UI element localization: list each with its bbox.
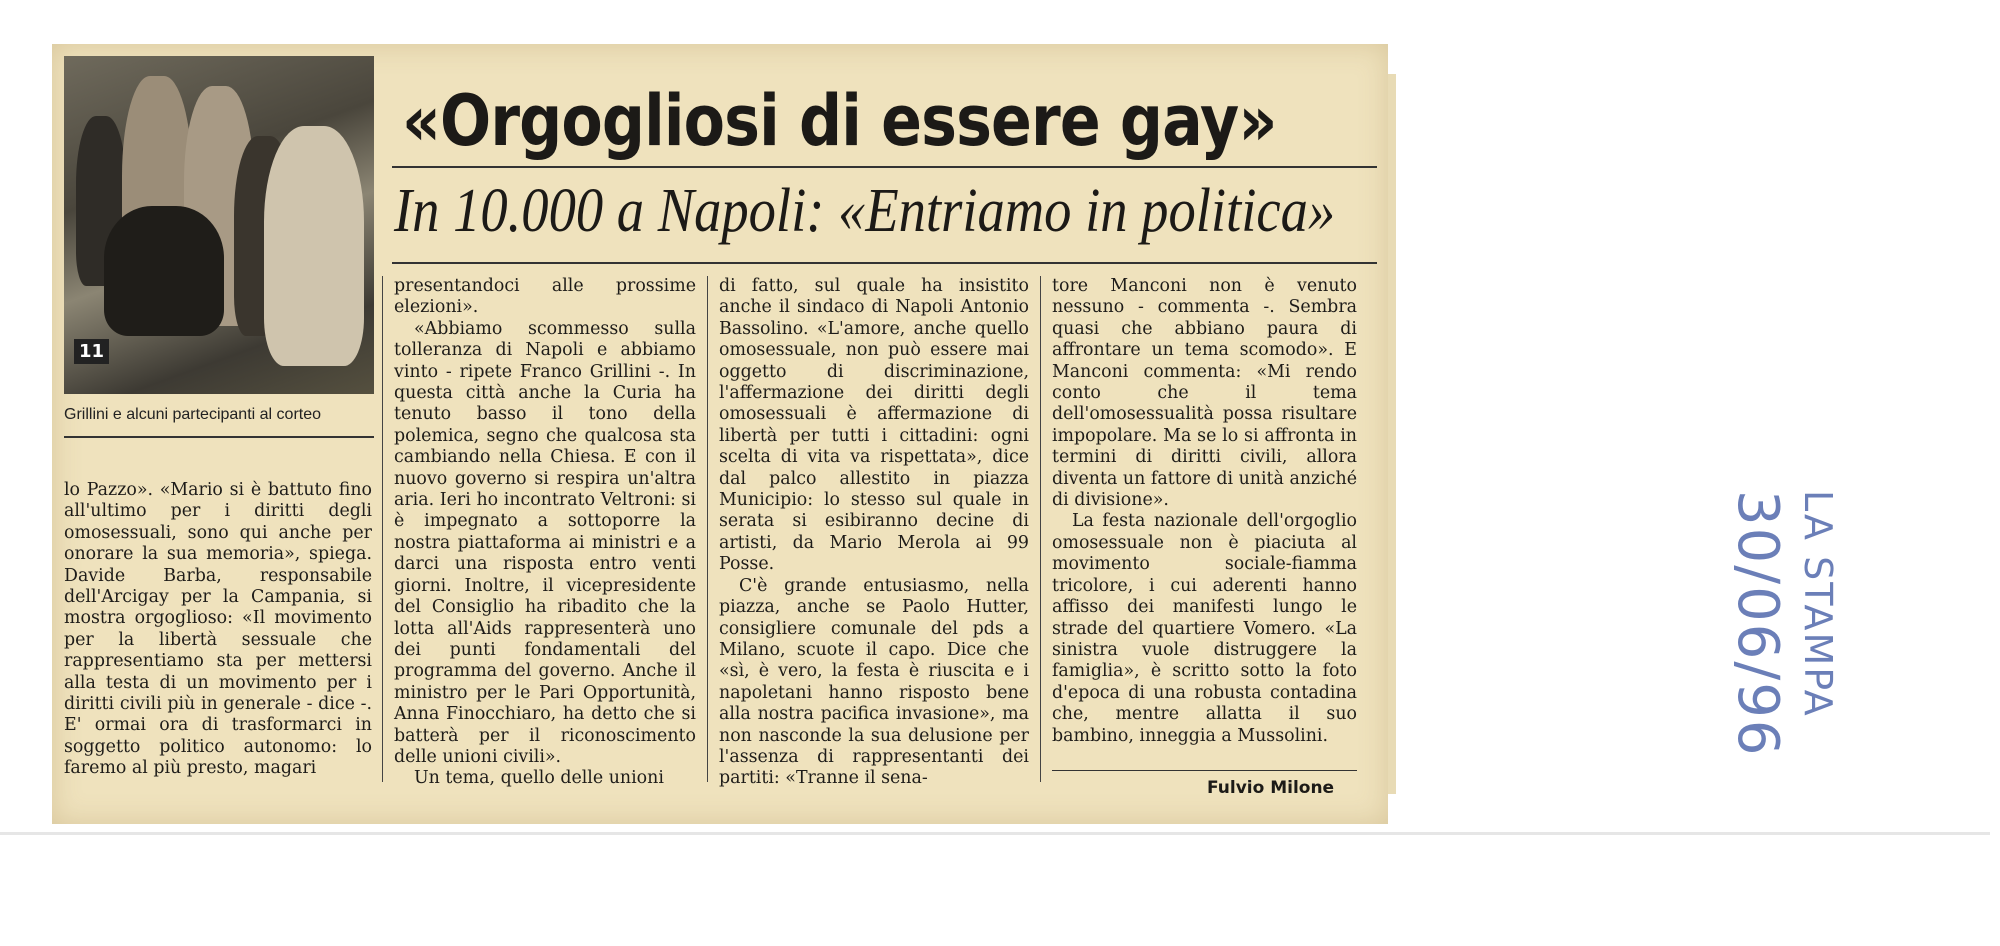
article-subtitle: In 10.000 a Napoli: «Entriamo in politica» bbox=[394, 177, 1336, 245]
paragraph: tore Manconi non è venuto nessuno - commenta -. Sembra quasi che abbiano paura di affrontare un tema scomodo». E Manconi commenta: «Mi rendo conto che il tema dell'omosessualità possa risultare impopolare. Ma se lo si affronta in termini di diritti civili, allora diventa un fattore di unità anziché di divisione». bbox=[1052, 276, 1357, 511]
article-photo bbox=[64, 56, 374, 394]
subtitle-divider bbox=[392, 262, 1377, 264]
column-divider bbox=[707, 276, 708, 782]
handwritten-annotation bbox=[1640, 490, 1840, 758]
paragraph: C'è grande entusiasmo, nella piazza, anche se Paolo Hutter, consigliere comunale del pds a Milano, scuote il capo. Dice che «sì, è vero, la festa è riuscita e i napoletani hanno risposto bene alla nostra pacifica invasione», ma non nasconde la sua delusione per l'assenza di rappresentanti dei partiti: «Tranne il sena- bbox=[719, 575, 1029, 789]
article-column-2 bbox=[394, 276, 696, 790]
byline-divider bbox=[1052, 770, 1357, 771]
article-column-1 bbox=[64, 480, 372, 780]
newspaper-clipping bbox=[52, 44, 1388, 824]
caption-divider bbox=[64, 436, 374, 438]
article-column-4 bbox=[1052, 276, 1357, 747]
paragraph: Un tema, quello delle unioni bbox=[414, 768, 664, 789]
photo-number-badge: 11 bbox=[74, 339, 109, 364]
handwritten-source: LA STAMPA bbox=[1796, 490, 1840, 718]
article-column-3 bbox=[719, 276, 1029, 790]
photo-caption: Grillini e alcuni partecipanti al corteo bbox=[64, 406, 322, 423]
article-byline: Fulvio Milone bbox=[1207, 778, 1335, 798]
column-divider bbox=[382, 276, 383, 782]
column-divider bbox=[1040, 276, 1041, 782]
clipping-torn-edge bbox=[1388, 74, 1396, 794]
title-divider bbox=[392, 166, 1377, 168]
paragraph: presentandoci alle prossime elezioni». bbox=[394, 276, 696, 318]
paragraph: lo Pazzo». «Mario si è battuto fino all'ultimo per i diritti degli omosessuali, sono qui anche per onorare la sua memoria», spiega. Davide Barba, responsabile dell'Arcigay per la Campania, si mostra orgoglioso: «Il movimento per la libertà sessuale che rappresentiamo sta per mettersi alla testa di un movimento per i diritti civili più in generale - dice -. E' ormai ora di trasformarci in soggetto politico autonomo: lo faremo al più presto, magari bbox=[64, 480, 372, 779]
handwritten-date: 30/06/96 bbox=[1725, 490, 1790, 758]
paragraph: «Abbiamo scommesso sulla tolleranza di Napoli e abbiamo vinto - ripete Franco Grillini -. In questa città anche la Curia ha tenuto basso il tono della polemica, segno che qualcosa sta cambiando nella Chiesa. E con il nuovo governo si respira un'altra aria. Ieri ho incontrato Veltroni: si è impegnato a sottoporre la nostra piattaforma ai ministri e a darci una risposta entro venti giorni. Inoltre, il vicepresidente del Consiglio ha ribadito che la lotta all'Aids rappresenterà uno dei punti fondamentali del programma del governo. Anche il ministro per le Pari Opportunità, Anna Finocchiaro, ha detto che si batterà per il riconoscimento delle unioni civili». bbox=[394, 318, 696, 767]
paragraph: di fatto, sul quale ha insistito anche il sindaco di Napoli Antonio Bassolino. «L'amore, anche quello omosessuale, non può essere mai oggetto di discriminazione, l'affermazione dei diritti degli omosessuali è affermazione di libertà per tutti i cittadini: ogni scelta di vita va rispettata», dice dal palco allestito in piazza Municipio: lo stesso sul quale in serata si esibiranno decine di artisti, da Mario Merola ai 99 Posse. bbox=[719, 276, 1029, 575]
article-title: «Orgogliosi di essere gay» bbox=[402, 80, 1277, 162]
scanner-shadow-line bbox=[0, 832, 1990, 835]
paragraph: La festa nazionale dell'orgoglio omosessuale non è piaciuta al movimento sociale-fiamma tricolore, i cui aderenti hanno affisso dei manifesti lungo le strade del quartiere Vomero. «La sinistra vuole distruggere la famiglia», è scritto sotto la foto d'epoca di una robusta contadina che, mentre allatta il suo bambino, inneggia a Mussolini. bbox=[1052, 511, 1357, 746]
